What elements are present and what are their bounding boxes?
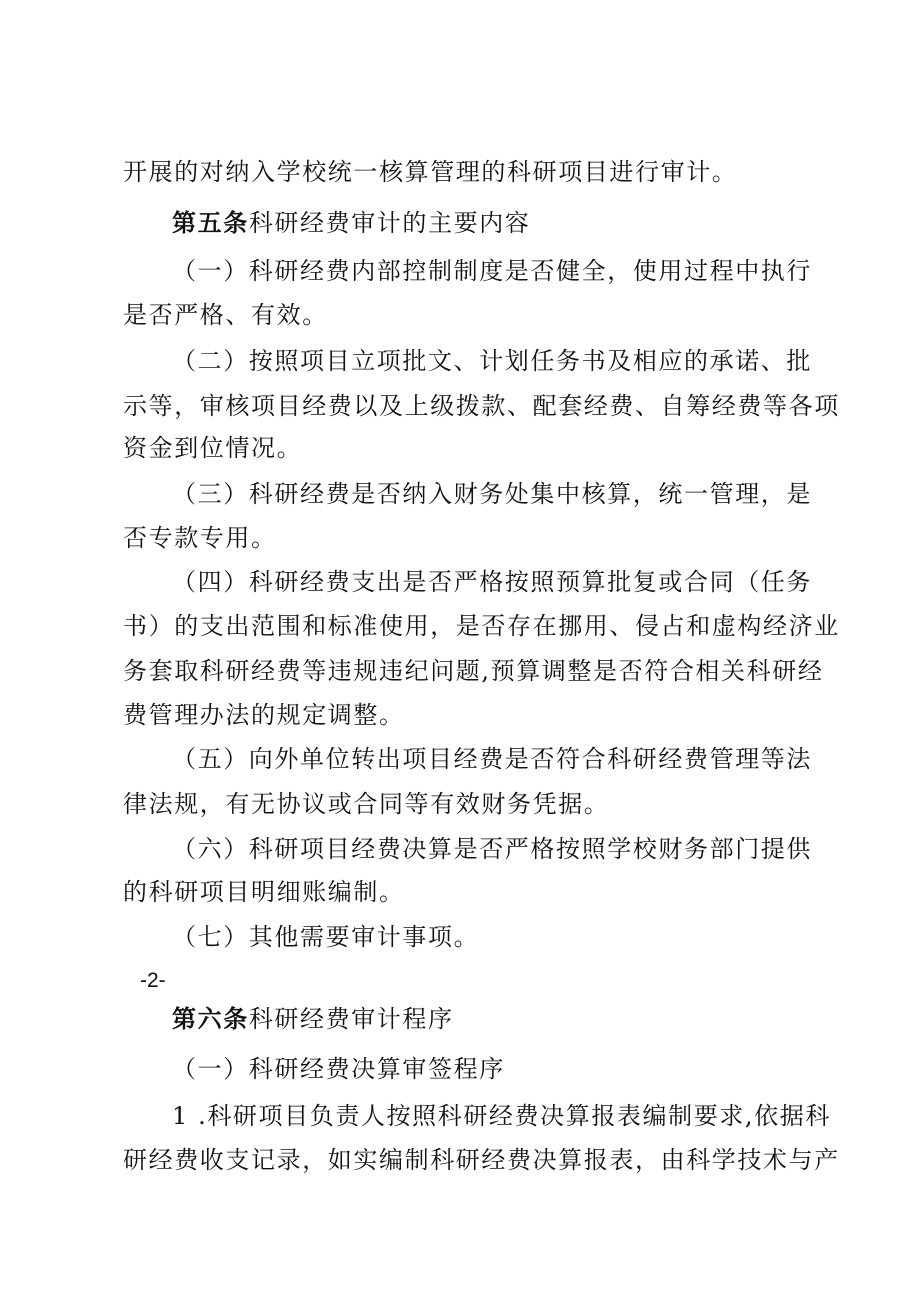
paragraph-line: （一）科研经费内部控制制度是否健全，使用过程中执行 (172, 257, 812, 285)
paragraph-line: 费管理办法的规定调整。 (123, 701, 405, 729)
paragraph-line: 律法规，有无协议或合同等有效财务凭据。 (123, 790, 610, 818)
paragraph-line: （四）科研经费支出是否严格按照预算批复或合同（任务 (172, 568, 812, 596)
paragraph-line: 1 .科研项目负责人按照科研经费决算报表编制要求,依据科 (172, 1102, 831, 1130)
article-5-title: 科研经费审计的主要内容 (248, 209, 531, 237)
paragraph-line: 资金到位情况。 (123, 434, 303, 462)
paragraph-line: （三）科研经费是否纳入财务处集中核算，统一管理，是 (172, 480, 812, 508)
article-6-label: 第六条 (172, 1004, 249, 1033)
page-number: -2- (140, 969, 166, 992)
paragraph-line: （七）其他需要审计事项。 (172, 923, 480, 951)
article-5-heading (172, 208, 812, 238)
paragraph-line: 开展的对纳入学校统一核算管理的科研项目进行审计。 (123, 158, 738, 186)
article-5-label: 第五条 (172, 208, 249, 237)
paragraph-line: （六）科研项目经费决算是否严格按照学校财务部门提供 (172, 835, 812, 863)
paragraph-line: （五）向外单位转出项目经费是否符合科研经费管理等法 (172, 745, 812, 773)
paragraph-line: 的科研项目明细账编制。 (123, 878, 405, 906)
paragraph-line: 否专款专用。 (123, 524, 277, 552)
paragraph-line: 是否严格、有效。 (123, 301, 328, 329)
paragraph-line: 务套取科研经费等违规违纪问题,预算调整是否符合相关科研经 (123, 657, 824, 685)
paragraph-line: （一）科研经费决算审签程序 (172, 1055, 505, 1083)
paragraph-line: 研经费收支记录，如实编制科研经费决算报表，由科学技术与产 (123, 1146, 840, 1174)
article-6-heading (172, 1004, 812, 1034)
paragraph-line: （二）按照项目立项批文、计划任务书及相应的承诺、批 (172, 347, 812, 375)
paragraph-line: 书）的支出范围和标准使用，是否存在挪用、侵占和虚构经济业 (123, 612, 840, 640)
article-6-title: 科研经费审计程序 (248, 1005, 454, 1033)
paragraph-line: 示等，审核项目经费以及上级拨款、配套经费、自筹经费等各项 (123, 392, 840, 420)
